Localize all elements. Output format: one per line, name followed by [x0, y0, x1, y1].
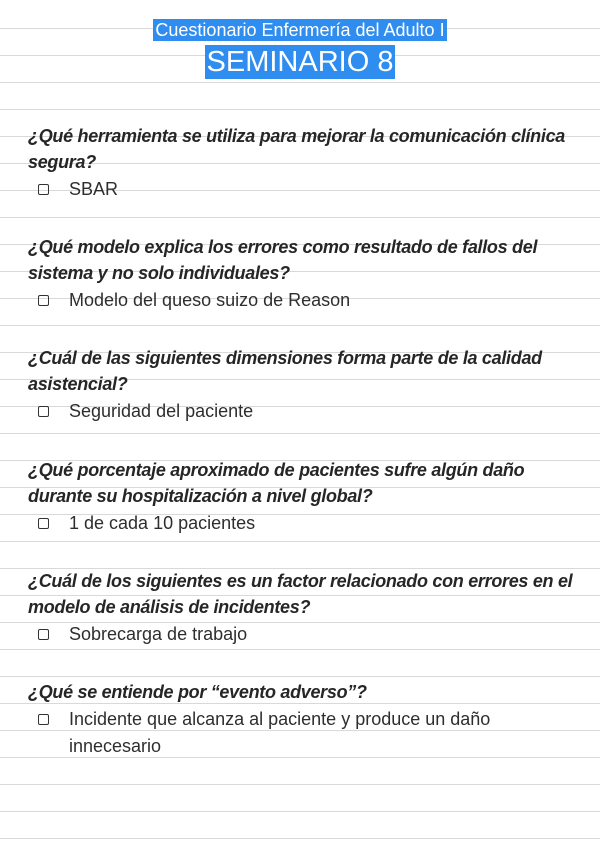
course-title: Cuestionario Enfermería del Adulto I: [155, 20, 445, 40]
answer-option[interactable]: [28, 706, 588, 760]
checkbox-icon[interactable]: [38, 295, 49, 306]
question-block: [28, 457, 588, 537]
checkbox-icon[interactable]: [38, 629, 49, 640]
document-header: [0, 19, 600, 79]
answer-text: 1 de cada 10 pacientes: [69, 513, 256, 533]
answer-text: Sobrecarga de trabajo: [69, 624, 248, 644]
checkbox-icon[interactable]: [38, 714, 49, 725]
question-text: ¿Qué porcentaje aproximado de pacientes sufre algún daño durante su hospitalización a nivel global?: [28, 460, 525, 506]
question-text: ¿Cuál de las siguientes dimensiones forma parte de la calidad asistencial?: [28, 348, 542, 394]
question-block: [28, 568, 588, 648]
answer-option[interactable]: [28, 510, 588, 537]
answer-option[interactable]: [28, 287, 588, 314]
question-block: [28, 345, 588, 425]
checkbox-icon[interactable]: [38, 518, 49, 529]
answer-option[interactable]: [28, 621, 588, 648]
question-text: ¿Qué se entiende por “evento adverso”?: [28, 682, 367, 702]
answer-option[interactable]: [28, 398, 588, 425]
answer-option[interactable]: [28, 176, 588, 203]
answer-text: Seguridad del paciente: [69, 401, 254, 421]
question-text: ¿Cuál de los siguientes es un factor relacionado con errores en el modelo de análisis de incidentes?: [28, 571, 573, 617]
seminar-title: SEMINARIO 8: [206, 46, 394, 78]
question-block: [28, 123, 588, 203]
question-text: ¿Qué modelo explica los errores como resultado de fallos del sistema y no solo individuales?: [28, 237, 538, 283]
checkbox-icon[interactable]: [38, 406, 49, 417]
question-text: ¿Qué herramienta se utiliza para mejorar la comunicación clínica segura?: [28, 126, 565, 172]
checkbox-icon[interactable]: [38, 184, 49, 195]
question-block: [28, 234, 588, 314]
answer-text: SBAR: [69, 179, 119, 199]
answer-text: Incidente que alcanza al paciente y produce un daño innecesario: [69, 709, 491, 756]
question-block: [28, 679, 588, 760]
answer-text: Modelo del queso suizo de Reason: [69, 290, 351, 310]
